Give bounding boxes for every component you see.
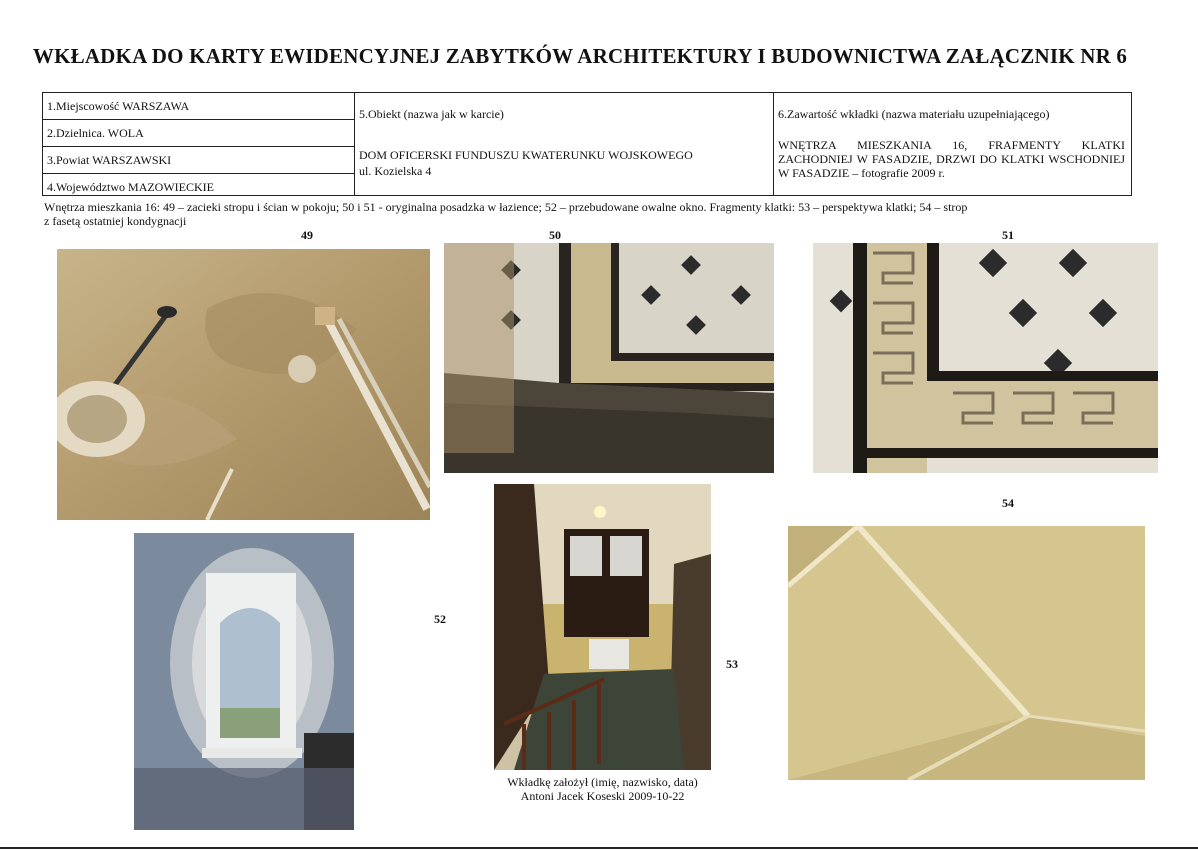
photo-number-54: 54 bbox=[1002, 496, 1014, 510]
description-line-1: Wnętrza mieszkania 16: 49 – zacieki stropu i ścian w pokoju; 50 i 51 - oryginalna posadzka w łazience; 52 – przebudowane owalne okno. Fragmenty klatki: 53 – perspektywa klatki; 54 – strop bbox=[44, 200, 968, 214]
object-cell bbox=[355, 93, 774, 195]
location-row: 4.Województwo MAZOWIECKIE bbox=[47, 180, 214, 194]
photo-number-49: 49 bbox=[301, 228, 313, 242]
photo-52-oval-window bbox=[134, 533, 354, 830]
location-cell bbox=[43, 93, 355, 195]
photo-number-52: 52 bbox=[434, 612, 446, 626]
photo-number-53: 53 bbox=[726, 657, 738, 671]
page-bottom-rule bbox=[0, 847, 1198, 849]
photo-number-51: 51 bbox=[1002, 228, 1014, 242]
photo-51-floor-tiles-closeup bbox=[813, 243, 1158, 473]
photo-53-stairwell bbox=[494, 484, 711, 770]
object-address: ul. Kozielska 4 bbox=[359, 164, 432, 178]
photo-number-50: 50 bbox=[549, 228, 561, 242]
object-label: 5.Obiekt (nazwa jak w karcie) bbox=[359, 107, 504, 121]
photo-49-ceiling-stains bbox=[57, 249, 430, 520]
author-caption-name: Antoni Jacek Koseski 2009-10-22 bbox=[520, 789, 685, 803]
location-row: 3.Powiat WARSZAWSKI bbox=[43, 147, 354, 174]
photo-description bbox=[44, 200, 1154, 228]
content-cell bbox=[774, 93, 1131, 195]
description-line-2: z fasetą ostatniej kondygnacji bbox=[44, 214, 187, 228]
author-caption-label: Wkładkę założył (imię, nazwisko, data) bbox=[507, 775, 698, 789]
photo-54-ceiling-bevel bbox=[788, 526, 1145, 780]
info-table bbox=[42, 92, 1132, 196]
page-title: WKŁADKA DO KARTY EWIDENCYJNEJ ZABYTKÓW ARCHITEKTURY I BUDOWNICTWA ZAŁĄCZNIK NR 6 bbox=[32, 44, 1128, 68]
content-label: 6.Zawartość wkładki (nazwa materiału uzupełniającego) bbox=[778, 107, 1050, 121]
author-caption bbox=[490, 775, 715, 803]
location-row: 2.Dzielnica. WOLA bbox=[43, 120, 354, 147]
content-text: WNĘTRZA MIESZKANIA 16, FRAFMENTY KLATKI ZACHODNIEJ W FASADZIE, DRZWI DO KLATKI WSCHODNIEJ W FASADZIE – fotografie 2009 r. bbox=[778, 138, 1125, 180]
photo-50-floor-tiles bbox=[444, 243, 774, 473]
object-name: DOM OFICERSKI FUNDUSZU KWATERUNKU WOJSKOWEGO bbox=[359, 148, 693, 162]
location-row: 1.Miejscowość WARSZAWA bbox=[43, 93, 354, 120]
